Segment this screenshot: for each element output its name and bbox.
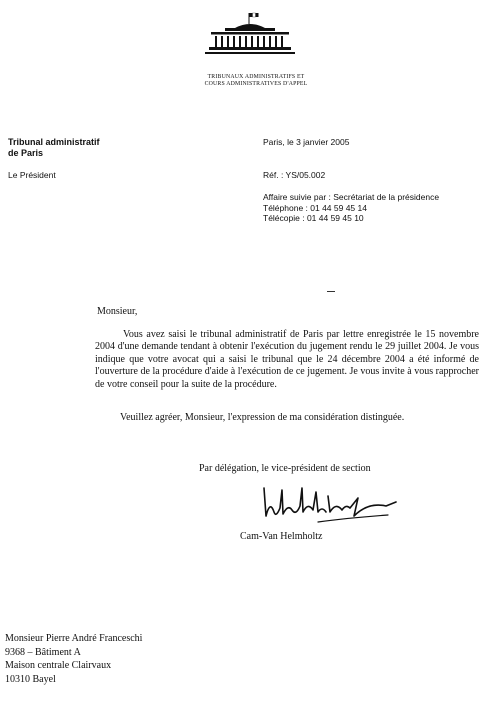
court-line2: de Paris (8, 148, 44, 158)
addressee-institution: Maison centrale Clairvaux (5, 660, 112, 671)
salutation: Monsieur, (97, 306, 138, 317)
reference-number: Réf. : YS/05.002 (263, 170, 326, 180)
court-emblem-logo (205, 12, 295, 58)
addressee-name: Monsieur Pierre André Franceschi (5, 633, 143, 644)
addressee-block (5, 632, 142, 686)
addressee-building: 9368 – Bâtiment A (5, 646, 81, 658)
logo-caption (190, 74, 322, 88)
sender-role: Le Président (8, 170, 56, 180)
sender-court-name (8, 137, 100, 159)
delegation-line: Par délégation, le vice-président de section (199, 463, 371, 474)
telephone: Téléphone : 01 44 59 45 14 (263, 202, 367, 213)
letter-date: Paris, le 3 janvier 2005 (263, 137, 350, 147)
signatory-name: Cam-Van Helmholtz (240, 531, 323, 542)
logo-caption-line2: COURS ADMINISTRATIVES D'APPEL (204, 81, 308, 87)
case-contact-info (263, 192, 439, 224)
addressee-postal: 10310 Bayel (5, 673, 56, 685)
closing-formula: Veuillez agréer, Monsieur, l'expression de ma considération distinguée. (120, 412, 405, 423)
court-line1: Tribunal administratif (8, 137, 100, 147)
letter-body: Vous avez saisi le tribunal administratif de Paris par lettre enregistrée le 15 novembre 2004 d'une demande tendant à obtenir l'exécution du jugement rendu le 29 juillet 2004. Je vous indique que votre avocat qui a saisi le tribunal que le 24 décembre 2004 a été informé de l'ouverture de la procédure d'aide à l'exécution de ce jugement. Je vous invite à vous rapprocher de votre conseil pour la suite de la procédure. (95, 329, 479, 390)
logo-caption-line1: TRIBUNAUX ADMINISTRATIFS ET (207, 74, 305, 80)
fax: Télécopie : 01 44 59 45 10 (263, 213, 364, 223)
followed-by: Affaire suivie par : Secrétariat de la présidence (263, 192, 440, 202)
margin-mark (327, 291, 335, 292)
handwritten-signature (258, 482, 408, 530)
